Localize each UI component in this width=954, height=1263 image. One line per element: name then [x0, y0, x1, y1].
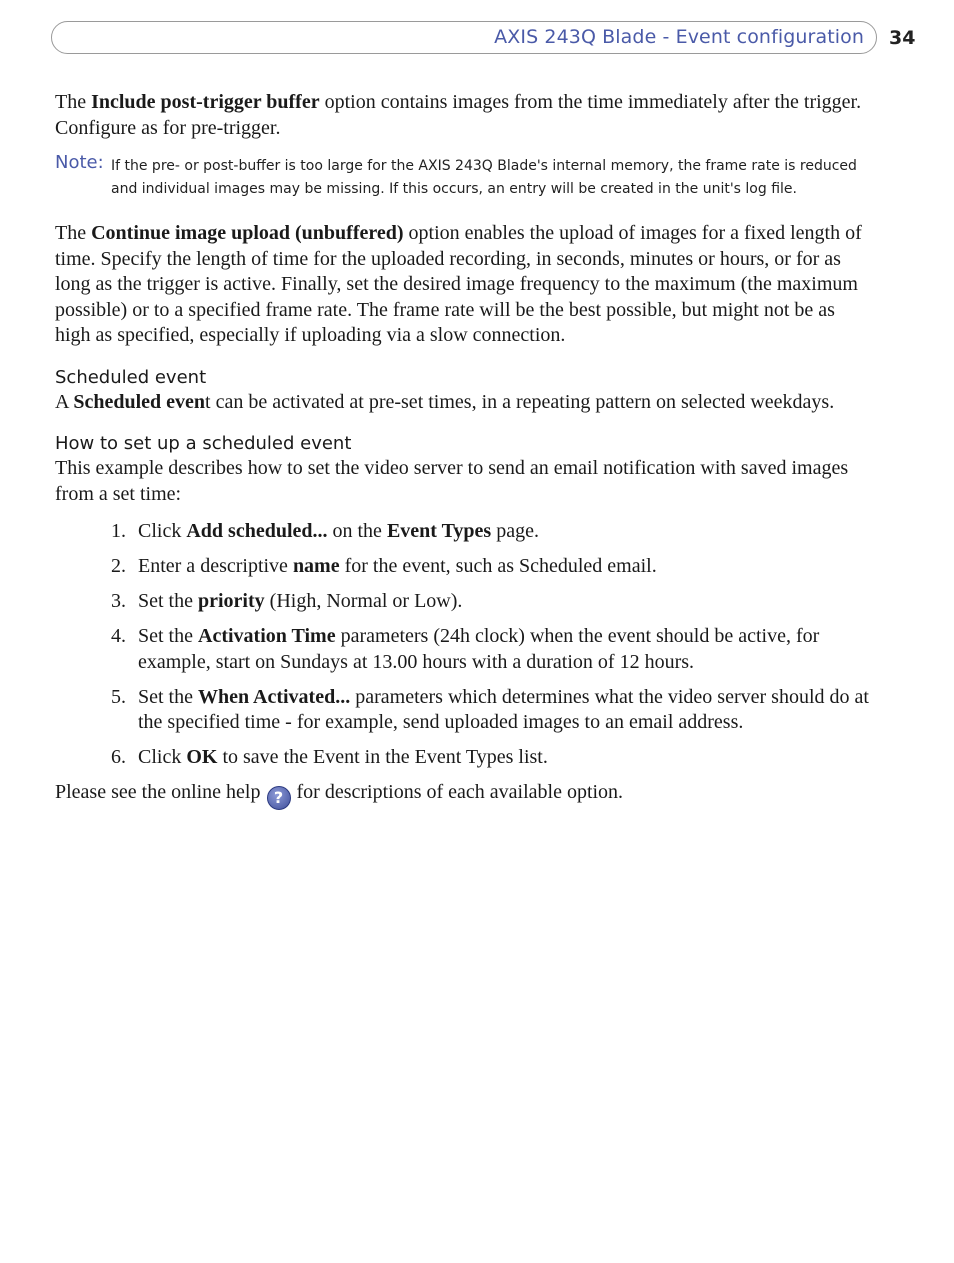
paragraph-continue-upload: The Continue image upload (unbuffered) option enables the upload of images for a fixed length of time. Specify the length of time for the uploaded recording, in seconds, minutes or hours, or for as long as the trigger is active. Finally, set the desired image frequency to the maximum (the maximum possible) or to a specified frame rate. The frame rate will be the best possible, but might not be as high as specified, especially if uploading via a slow connection.: [55, 222, 862, 346]
note-label: Note:: [55, 152, 104, 173]
heading-scheduled-event: Scheduled event: [55, 366, 207, 388]
list-item: 4. Set the Activation Time parameters (24h clock) when the event should be active, for example, start on Sundays at 13.00 hours with a duration of 12 hours.: [111, 625, 820, 673]
list-item: 5. Set the When Activated... parameters which determines what the video server should do at the specified time - for example, send uploaded images to an email address.: [111, 685, 869, 733]
heading-how-to: How to set up a scheduled event: [55, 433, 352, 454]
page-content: [55, 90, 875, 810]
paragraph-post-trigger: The Include post-trigger buffer option contains images from the time immediately after the trigger. Configure as for pre-trigger.: [55, 91, 862, 139]
paragraph-closing: Please see the online help ? for descriptions of each available option.: [55, 780, 875, 810]
note: [55, 152, 875, 201]
list-item: 1. Click Add scheduled... on the Event Types page.: [111, 520, 539, 542]
help-icon: ?: [267, 786, 291, 810]
page-number: 34: [889, 27, 916, 49]
note-text: If the pre- or post-buffer is too large for the AXIS 243Q Blade's internal memory, the frame rate is reduced and individual images may be missing. If this occurs, an entry will be created in the unit's log file.: [111, 158, 857, 197]
paragraph-how-to-intro: This example describes how to set the video server to send an email notification with saved images from a set time:: [55, 457, 849, 505]
list-item: 6. Click OK to save the Event in the Event Types list.: [111, 746, 548, 768]
list-item: 2. Enter a descriptive name for the event, such as Scheduled email.: [111, 555, 657, 577]
term-scheduled-event: Scheduled even: [73, 390, 206, 413]
steps-list: [55, 519, 875, 771]
list-item: 3. Set the priority (High, Normal or Low).: [111, 590, 463, 612]
term-continue-image-upload: Continue image upload (unbuffered): [91, 222, 404, 244]
paragraph-scheduled-event: A Scheduled event can be activated at pre-set times, in a repeating pattern on selected weekdays.: [55, 390, 835, 413]
header-title: AXIS 243Q Blade - Event configuration: [494, 26, 864, 48]
term-include-post-trigger-buffer: Include post-trigger buffer: [91, 91, 320, 113]
